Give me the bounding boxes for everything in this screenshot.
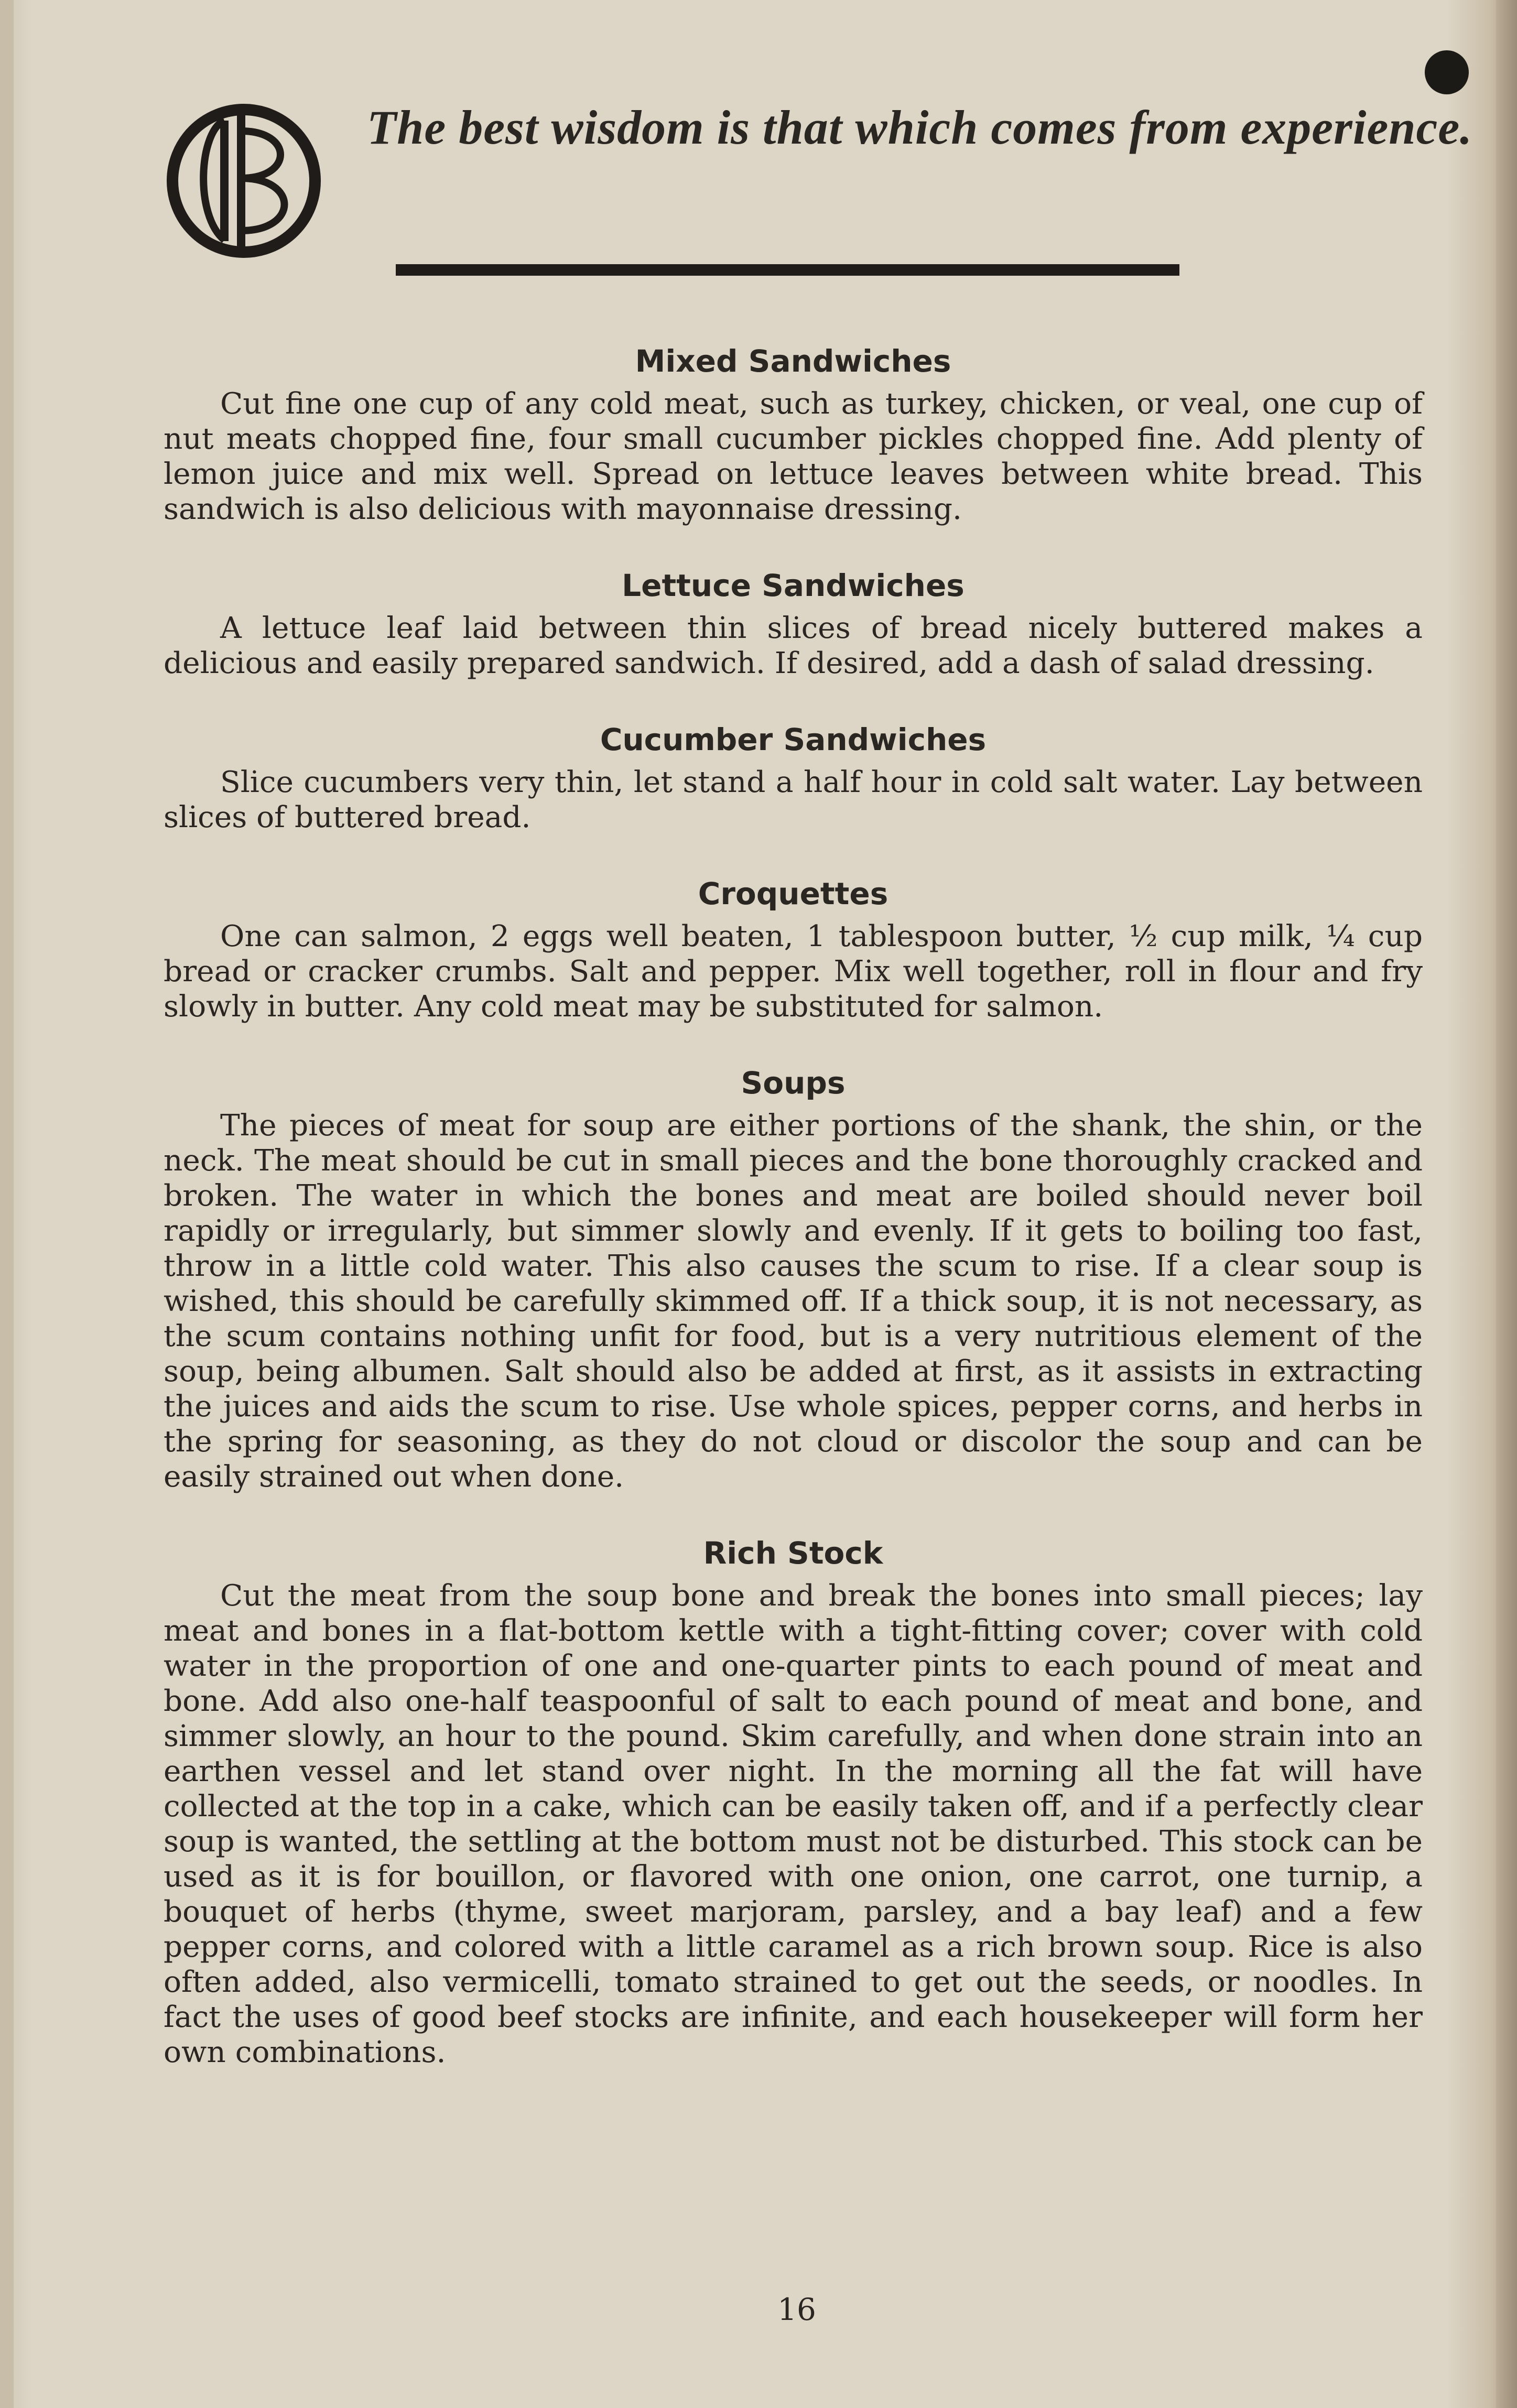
recipe-title: Soups <box>741 1065 846 1101</box>
recipe-section <box>164 1535 1423 2070</box>
recipe-section <box>164 876 1423 1024</box>
recipe-title: Lettuce Sandwiches <box>622 568 965 603</box>
recipe-section <box>164 722 1423 835</box>
recipe-title: Cucumber Sandwiches <box>600 722 987 757</box>
recipe-section <box>164 568 1423 681</box>
recipe-title: Mixed Sandwiches <box>635 343 951 379</box>
recipe-text: The pieces of meat for soup are either portions of the shank, the shin, or the neck. The meat should be cut in small pieces and the bone thoroughly cracked and broken. The water in which the bones and meat are boiled should never boil rapidly or irregularly, but simmer slowly and evenly. If it gets to boiling too fast, throw in a little cold water. This also causes the scum to rise. If a clear soup is wished, this should be carefully skimmed off. If a thick soup, it is not necessary, as the scum contains nothing unfit for food, but is a very nutritious element of the soup, being albumen. Salt should also be added at first, as it assists in extracting the juices and aids the scum to rise. Use whole spices, pepper corns, and herbs in the spring for seasoning, as they do not cloud or discolor the soup and can be easily strained out when done. <box>164 1109 1423 1494</box>
header-rule <box>396 264 1179 276</box>
recipe-section <box>164 343 1423 527</box>
page-number: 16 <box>777 2292 816 2327</box>
binder-hole <box>1425 50 1469 94</box>
recipe-content <box>164 343 1423 2111</box>
page-motto: The best wisdom is that which comes from experience. <box>367 101 1473 154</box>
recipe-text: Cut the meat from the soup bone and break the bones into small pieces; lay meat and bones in a flat-bottom kettle with a tight-fitting cover; cover with cold water in the proportion of one and one-quarter pints to each pound of meat and bone. Add also one-half teaspoonful of salt to each pound of meat and bone, and simmer slowly, an hour to the pound. Skim carefully, and when done strain into an earthen vessel and let stand over night. In the morning all the fat will have collected at the top in a cake, which can be easily taken off, and if a perfectly clear soup is wanted, the settling at the bottom must not be disturbed. This stock can be used as it is for bouillon, or flavored with one onion, one carrot, one turnip, a bouquet of herbs (thyme, sweet marjoram, parsley, and a bay leaf) and a few pepper corns, and colored with a little caramel as a rich brown soup. Rice is also often added, also vermicelli, tomato strained to get out the seeds, or noodles. In fact the uses of good beef stocks are infinite, and each housekeeper will form her own combinations. <box>164 1579 1423 2069</box>
monogram-logo-icon <box>162 100 325 262</box>
recipe-text: A lettuce leaf laid between thin slices of bread nicely buttered makes a delicious and easily prepared sandwich. If desired, add a dash of salad dressing. <box>164 611 1423 680</box>
recipe-title: Rich Stock <box>703 1535 883 1571</box>
recipe-title: Croquettes <box>698 876 888 912</box>
recipe-text: Cut fine one cup of any cold meat, such as turkey, chicken, or veal, one cup of nut meats chopped fine, four small cucumber pickles chopped fine. Add plenty of lemon juice and mix well. Spread on lettuce leaves between white bread. This sandwich is also delicious with mayonnaise dressing. <box>164 387 1423 526</box>
recipe-text: Slice cucumbers very thin, let stand a half hour in cold salt water. Lay between slices of buttered bread. <box>164 765 1423 834</box>
recipe-section <box>164 1065 1423 1494</box>
recipe-text: One can salmon, 2 eggs well beaten, 1 tablespoon butter, ½ cup milk, ¼ cup bread or cracker crumbs. Salt and pepper. Mix well together, roll in flour and fry slowly in butter. Any cold meat may be substituted for salmon. <box>164 919 1423 1024</box>
